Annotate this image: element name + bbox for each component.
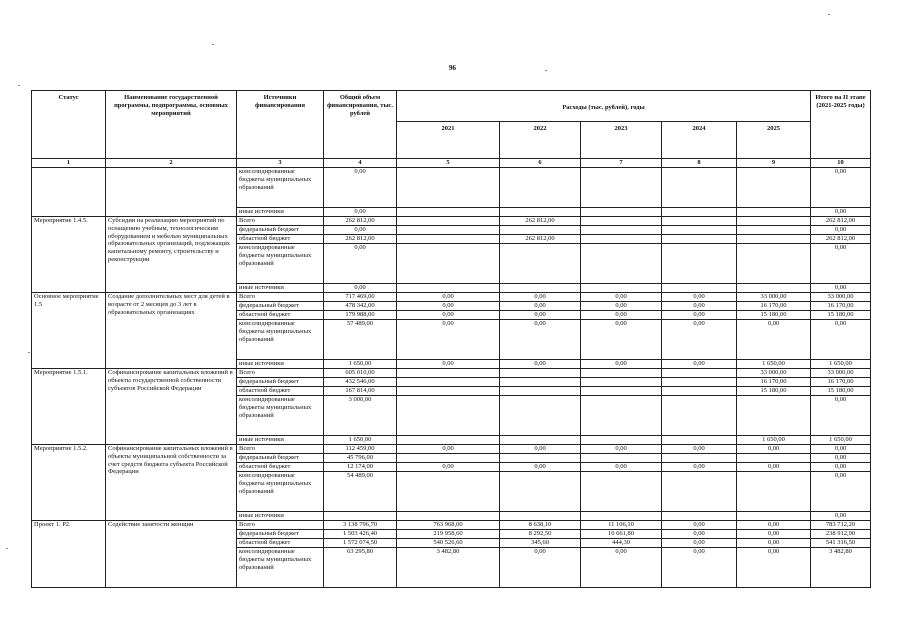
cell-stage-total: 0,00: [811, 244, 871, 284]
cell-year-2025: 33 000,00: [737, 369, 811, 378]
header-year: 2025: [737, 122, 811, 159]
cell-year-2025: 1 650,00: [737, 360, 811, 369]
scan-speck: [28, 352, 30, 353]
cell-year-2025: [737, 454, 811, 463]
cell-year-2022: [500, 396, 581, 436]
cell-year-2021: [397, 284, 500, 293]
cell-total: 1 650,00: [324, 436, 397, 445]
column-number-row: [32, 159, 871, 168]
cell-year-2024: 0,00: [662, 521, 737, 530]
row-name: Софинансирование капитальных вложений в объекты государственной собственности субъектов Российской Федерации: [106, 369, 237, 445]
cell-year-2022: [500, 378, 581, 387]
cell-year-2025: [737, 512, 811, 521]
cell-stage-total: 262 812,00: [811, 217, 871, 226]
cell-year-2024: [662, 235, 737, 244]
cell-total: 3 138 796,70: [324, 521, 397, 530]
cell-total: 478 342,00: [324, 302, 397, 311]
cell-year-2025: [737, 217, 811, 226]
cell-year-2021: 540 526,60: [397, 539, 500, 548]
cell-year-2024: [662, 512, 737, 521]
cell-total: 0,00: [324, 244, 397, 284]
cell-year-2021: 0,00: [397, 360, 500, 369]
cell-stage-total: 15 180,00: [811, 311, 871, 320]
row-status: Мероприятие 1.4.5.: [32, 217, 106, 293]
cell-year-2024: 0,00: [662, 302, 737, 311]
cell-year-2023: 10 661,80: [581, 530, 662, 539]
funding-source: консолидированные бюджеты муниципальных образований: [237, 244, 324, 284]
table-row: [32, 217, 871, 226]
cell-year-2025: 0,00: [737, 445, 811, 454]
cell-total: 12 174,00: [324, 463, 397, 472]
funding-source: Всего: [237, 217, 324, 226]
cell-stage-total: 1 650,00: [811, 360, 871, 369]
cell-year-2021: [397, 436, 500, 445]
header-year: 2021: [397, 122, 500, 159]
cell-total: 0,00: [324, 284, 397, 293]
cell-year-2022: [500, 168, 581, 208]
cell-total: 57 489,00: [324, 320, 397, 360]
cell-total: 0,00: [324, 168, 397, 208]
table-row: [32, 369, 871, 378]
cell-stage-total: 0,00: [811, 396, 871, 436]
cell-stage-total: 0,00: [811, 208, 871, 217]
cell-year-2021: 0,00: [397, 311, 500, 320]
cell-year-2023: [581, 378, 662, 387]
cell-year-2023: [581, 512, 662, 521]
cell-year-2024: 0,00: [662, 293, 737, 302]
cell-year-2024: [662, 369, 737, 378]
cell-year-2022: 0,00: [500, 360, 581, 369]
table-row: [32, 293, 871, 302]
cell-year-2021: [397, 387, 500, 396]
cell-year-2021: 3 482,80: [397, 548, 500, 588]
cell-year-2025: 15 180,00: [737, 311, 811, 320]
cell-total: 262 812,00: [324, 235, 397, 244]
cell-stage-total: 262 812,00: [811, 235, 871, 244]
cell-year-2024: [662, 387, 737, 396]
funding-source: консолидированные бюджеты муниципальных образований: [237, 396, 324, 436]
column-number: 1: [32, 159, 106, 168]
row-name: Содействие занятости женщин: [106, 521, 237, 588]
cell-year-2021: [397, 235, 500, 244]
cell-stage-total: 0,00: [811, 320, 871, 360]
cell-stage-total: 0,00: [811, 472, 871, 512]
cell-year-2023: [581, 226, 662, 235]
cell-year-2022: [500, 208, 581, 217]
header-year: 2022: [500, 122, 581, 159]
cell-year-2022: 8 638,10: [500, 521, 581, 530]
cell-year-2025: [737, 226, 811, 235]
cell-year-2023: 0,00: [581, 311, 662, 320]
cell-year-2022: [500, 512, 581, 521]
cell-total: 63 295,80: [324, 548, 397, 588]
cell-year-2025: 0,00: [737, 548, 811, 588]
cell-year-2025: [737, 396, 811, 436]
scan-speck: [545, 70, 547, 71]
funding-source: иные источники: [237, 284, 324, 293]
funding-source: федеральный бюджет: [237, 378, 324, 387]
cell-year-2023: 444,30: [581, 539, 662, 548]
cell-year-2021: [397, 168, 500, 208]
cell-total: 262 812,00: [324, 217, 397, 226]
row-status: [32, 168, 106, 217]
cell-stage-total: 0,00: [811, 512, 871, 521]
cell-year-2024: [662, 284, 737, 293]
cell-total: 0,00: [324, 208, 397, 217]
row-status: Проект 1. Р2.: [32, 521, 106, 588]
header-stage-total: Итого на II этапе (2021-2025 годы): [811, 91, 871, 159]
column-number: 6: [500, 159, 581, 168]
cell-year-2025: [737, 284, 811, 293]
cell-year-2023: 0,00: [581, 548, 662, 588]
table-row: [32, 168, 871, 208]
cell-year-2022: 0,00: [500, 445, 581, 454]
cell-year-2025: [737, 472, 811, 512]
cell-stage-total: 0,00: [811, 454, 871, 463]
row-status: Мероприятие 1.5.2.: [32, 445, 106, 521]
cell-year-2024: 0,00: [662, 548, 737, 588]
cell-year-2023: [581, 387, 662, 396]
funding-source: Всего: [237, 369, 324, 378]
row-status: Основное мероприятие 1.5: [32, 293, 106, 369]
header-year: 2024: [662, 122, 737, 159]
row-name: Софинансирование капитальных вложений в объекты муниципальной собственности за счет средств бюджета субъекта Российской Федерации: [106, 445, 237, 521]
header-status: Статус: [32, 91, 106, 159]
column-number: 9: [737, 159, 811, 168]
cell-stage-total: 0,00: [811, 445, 871, 454]
cell-year-2021: 0,00: [397, 445, 500, 454]
cell-total: 0,00: [324, 226, 397, 235]
cell-year-2024: [662, 208, 737, 217]
funding-source: иные источники: [237, 436, 324, 445]
funding-source: Всего: [237, 445, 324, 454]
table-row: [32, 521, 871, 530]
cell-stage-total: 0,00: [811, 284, 871, 293]
cell-year-2023: [581, 436, 662, 445]
row-status: Мероприятие 1.5.1.: [32, 369, 106, 445]
column-number: 7: [581, 159, 662, 168]
funding-source: консолидированные бюджеты муниципальных образований: [237, 548, 324, 588]
cell-stage-total: 783 712,20: [811, 521, 871, 530]
cell-year-2023: 0,00: [581, 302, 662, 311]
cell-year-2021: 0,00: [397, 302, 500, 311]
column-number: 10: [811, 159, 871, 168]
cell-stage-total: 0,00: [811, 463, 871, 472]
cell-year-2024: [662, 244, 737, 284]
cell-year-2023: [581, 235, 662, 244]
cell-year-2025: 33 000,00: [737, 293, 811, 302]
cell-year-2022: 0,00: [500, 548, 581, 588]
cell-year-2025: 15 180,00: [737, 387, 811, 396]
funding-source: иные источники: [237, 208, 324, 217]
funding-source: областной бюджет: [237, 235, 324, 244]
cell-year-2025: 0,00: [737, 521, 811, 530]
funding-source: консолидированные бюджеты муниципальных образований: [237, 168, 324, 208]
cell-year-2021: 763 968,00: [397, 521, 500, 530]
cell-year-2024: 0,00: [662, 445, 737, 454]
funding-source: областной бюджет: [237, 311, 324, 320]
cell-year-2024: 0,00: [662, 320, 737, 360]
cell-year-2025: 0,00: [737, 463, 811, 472]
cell-year-2021: [397, 512, 500, 521]
cell-year-2024: [662, 472, 737, 512]
column-number: 3: [237, 159, 324, 168]
scan-speck: [828, 14, 830, 15]
budget-table: [31, 90, 871, 588]
cell-stage-total: 33 000,00: [811, 369, 871, 378]
cell-total: 1 572 074,50: [324, 539, 397, 548]
cell-year-2022: [500, 244, 581, 284]
cell-year-2024: [662, 168, 737, 208]
cell-year-2021: [397, 472, 500, 512]
cell-total: 3 000,00: [324, 396, 397, 436]
cell-year-2025: 0,00: [737, 530, 811, 539]
cell-year-2022: [500, 369, 581, 378]
cell-year-2023: [581, 217, 662, 226]
funding-source: консолидированные бюджеты муниципальных образований: [237, 472, 324, 512]
cell-total: 167 814,00: [324, 387, 397, 396]
cell-year-2025: 16 170,00: [737, 378, 811, 387]
cell-year-2023: [581, 396, 662, 436]
cell-year-2021: 219 958,60: [397, 530, 500, 539]
cell-year-2024: 0,00: [662, 539, 737, 548]
funding-source: областной бюджет: [237, 463, 324, 472]
cell-stage-total: 238 912,90: [811, 530, 871, 539]
cell-year-2021: 0,00: [397, 320, 500, 360]
cell-year-2023: [581, 208, 662, 217]
cell-year-2025: 1 650,00: [737, 436, 811, 445]
header-year: 2023: [581, 122, 662, 159]
cell-year-2024: 0,00: [662, 311, 737, 320]
cell-stage-total: 541 316,50: [811, 539, 871, 548]
cell-year-2022: 0,00: [500, 302, 581, 311]
cell-year-2021: [397, 369, 500, 378]
funding-source: областной бюджет: [237, 539, 324, 548]
funding-source: областной бюджет: [237, 387, 324, 396]
funding-source: федеральный бюджет: [237, 226, 324, 235]
cell-year-2025: 0,00: [737, 320, 811, 360]
cell-year-2024: 0,00: [662, 463, 737, 472]
funding-source: федеральный бюджет: [237, 454, 324, 463]
cell-stage-total: 0,00: [811, 168, 871, 208]
scan-speck: [6, 548, 8, 549]
cell-stage-total: 16 170,00: [811, 302, 871, 311]
cell-year-2021: [397, 217, 500, 226]
cell-year-2025: 16 170,00: [737, 302, 811, 311]
cell-year-2022: 0,00: [500, 463, 581, 472]
cell-year-2025: [737, 244, 811, 284]
cell-year-2022: [500, 472, 581, 512]
cell-stage-total: 0,00: [811, 226, 871, 235]
cell-stage-total: 16 170,00: [811, 378, 871, 387]
cell-year-2022: [500, 436, 581, 445]
cell-stage-total: 15 180,00: [811, 387, 871, 396]
row-name: [106, 168, 237, 217]
cell-total: 1 503 426,40: [324, 530, 397, 539]
funding-source: консолидированные бюджеты муниципальных образований: [237, 320, 324, 360]
cell-year-2022: 8 292,50: [500, 530, 581, 539]
cell-stage-total: 3 482,80: [811, 548, 871, 588]
cell-year-2021: [397, 396, 500, 436]
cell-year-2024: 0,00: [662, 530, 737, 539]
cell-year-2022: 0,00: [500, 311, 581, 320]
cell-year-2021: [397, 226, 500, 235]
cell-year-2024: [662, 217, 737, 226]
table-body: [32, 168, 871, 588]
funding-source: федеральный бюджет: [237, 530, 324, 539]
cell-year-2023: [581, 168, 662, 208]
header-total: Общий объем финансирования, тыс. рублей: [324, 91, 397, 159]
cell-total: 1 650,00: [324, 360, 397, 369]
cell-year-2022: [500, 454, 581, 463]
cell-year-2024: 0,00: [662, 360, 737, 369]
cell-total: 179 988,00: [324, 311, 397, 320]
cell-year-2025: [737, 235, 811, 244]
header-name: Наименование государственной программы, подпрограммы, основных мероприятий: [106, 91, 237, 159]
cell-year-2023: 0,00: [581, 360, 662, 369]
cell-total: 112 459,00: [324, 445, 397, 454]
cell-year-2022: [500, 387, 581, 396]
cell-stage-total: 1 650,00: [811, 436, 871, 445]
cell-year-2022: 262 812,00: [500, 217, 581, 226]
cell-year-2023: 0,00: [581, 445, 662, 454]
cell-year-2022: 0,00: [500, 320, 581, 360]
column-number: 8: [662, 159, 737, 168]
cell-total: [324, 512, 397, 521]
cell-total: 605 010,00: [324, 369, 397, 378]
funding-source: федеральный бюджет: [237, 302, 324, 311]
cell-stage-total: 33 000,00: [811, 293, 871, 302]
funding-source: иные источники: [237, 512, 324, 521]
cell-year-2023: [581, 369, 662, 378]
cell-year-2022: [500, 284, 581, 293]
funding-source: иные источники: [237, 360, 324, 369]
cell-year-2023: 0,00: [581, 463, 662, 472]
header-expenses: Расходы (тыс. рублей), годы: [397, 91, 811, 122]
cell-year-2025: 0,00: [737, 539, 811, 548]
funding-source: Всего: [237, 521, 324, 530]
cell-year-2024: [662, 378, 737, 387]
cell-year-2024: [662, 436, 737, 445]
cell-year-2022: [500, 226, 581, 235]
cell-year-2023: [581, 284, 662, 293]
cell-year-2021: [397, 454, 500, 463]
cell-year-2023: 0,00: [581, 293, 662, 302]
cell-year-2023: 11 106,10: [581, 521, 662, 530]
scan-speck: [212, 44, 214, 45]
column-number: 2: [106, 159, 237, 168]
cell-year-2021: 0,00: [397, 463, 500, 472]
cell-year-2025: [737, 208, 811, 217]
row-name: Субсидии на реализацию мероприятий по оснащению учебным, технологическим оборудованием и мебелью муниципальных образовательных организаций, подлежащих капитальному ремонту, строительству и реконструкции: [106, 217, 237, 293]
cell-year-2021: [397, 244, 500, 284]
cell-year-2021: 0,00: [397, 293, 500, 302]
cell-year-2022: 262 812,00: [500, 235, 581, 244]
row-name: Создание дополнительных мест для детей в возрасте от 2 месяцев до 3 лет в образовательных организациях: [106, 293, 237, 369]
cell-total: 54 489,00: [324, 472, 397, 512]
column-number: 4: [324, 159, 397, 168]
cell-year-2023: [581, 472, 662, 512]
column-number: 5: [397, 159, 500, 168]
cell-year-2024: [662, 454, 737, 463]
page-number: 96: [449, 64, 456, 72]
table-row: [32, 445, 871, 454]
cell-year-2023: [581, 244, 662, 284]
cell-year-2024: [662, 226, 737, 235]
funding-source: Всего: [237, 293, 324, 302]
cell-year-2022: 345,60: [500, 539, 581, 548]
cell-year-2021: [397, 208, 500, 217]
header-source: Источники финансирования: [237, 91, 324, 159]
scan-speck: [18, 85, 20, 86]
cell-year-2024: [662, 396, 737, 436]
cell-year-2025: [737, 168, 811, 208]
cell-year-2023: 0,00: [581, 320, 662, 360]
cell-total: 45 796,00: [324, 454, 397, 463]
cell-total: 717 469,00: [324, 293, 397, 302]
cell-year-2022: 0,00: [500, 293, 581, 302]
cell-year-2021: [397, 378, 500, 387]
cell-year-2023: [581, 454, 662, 463]
cell-total: 432 546,00: [324, 378, 397, 387]
